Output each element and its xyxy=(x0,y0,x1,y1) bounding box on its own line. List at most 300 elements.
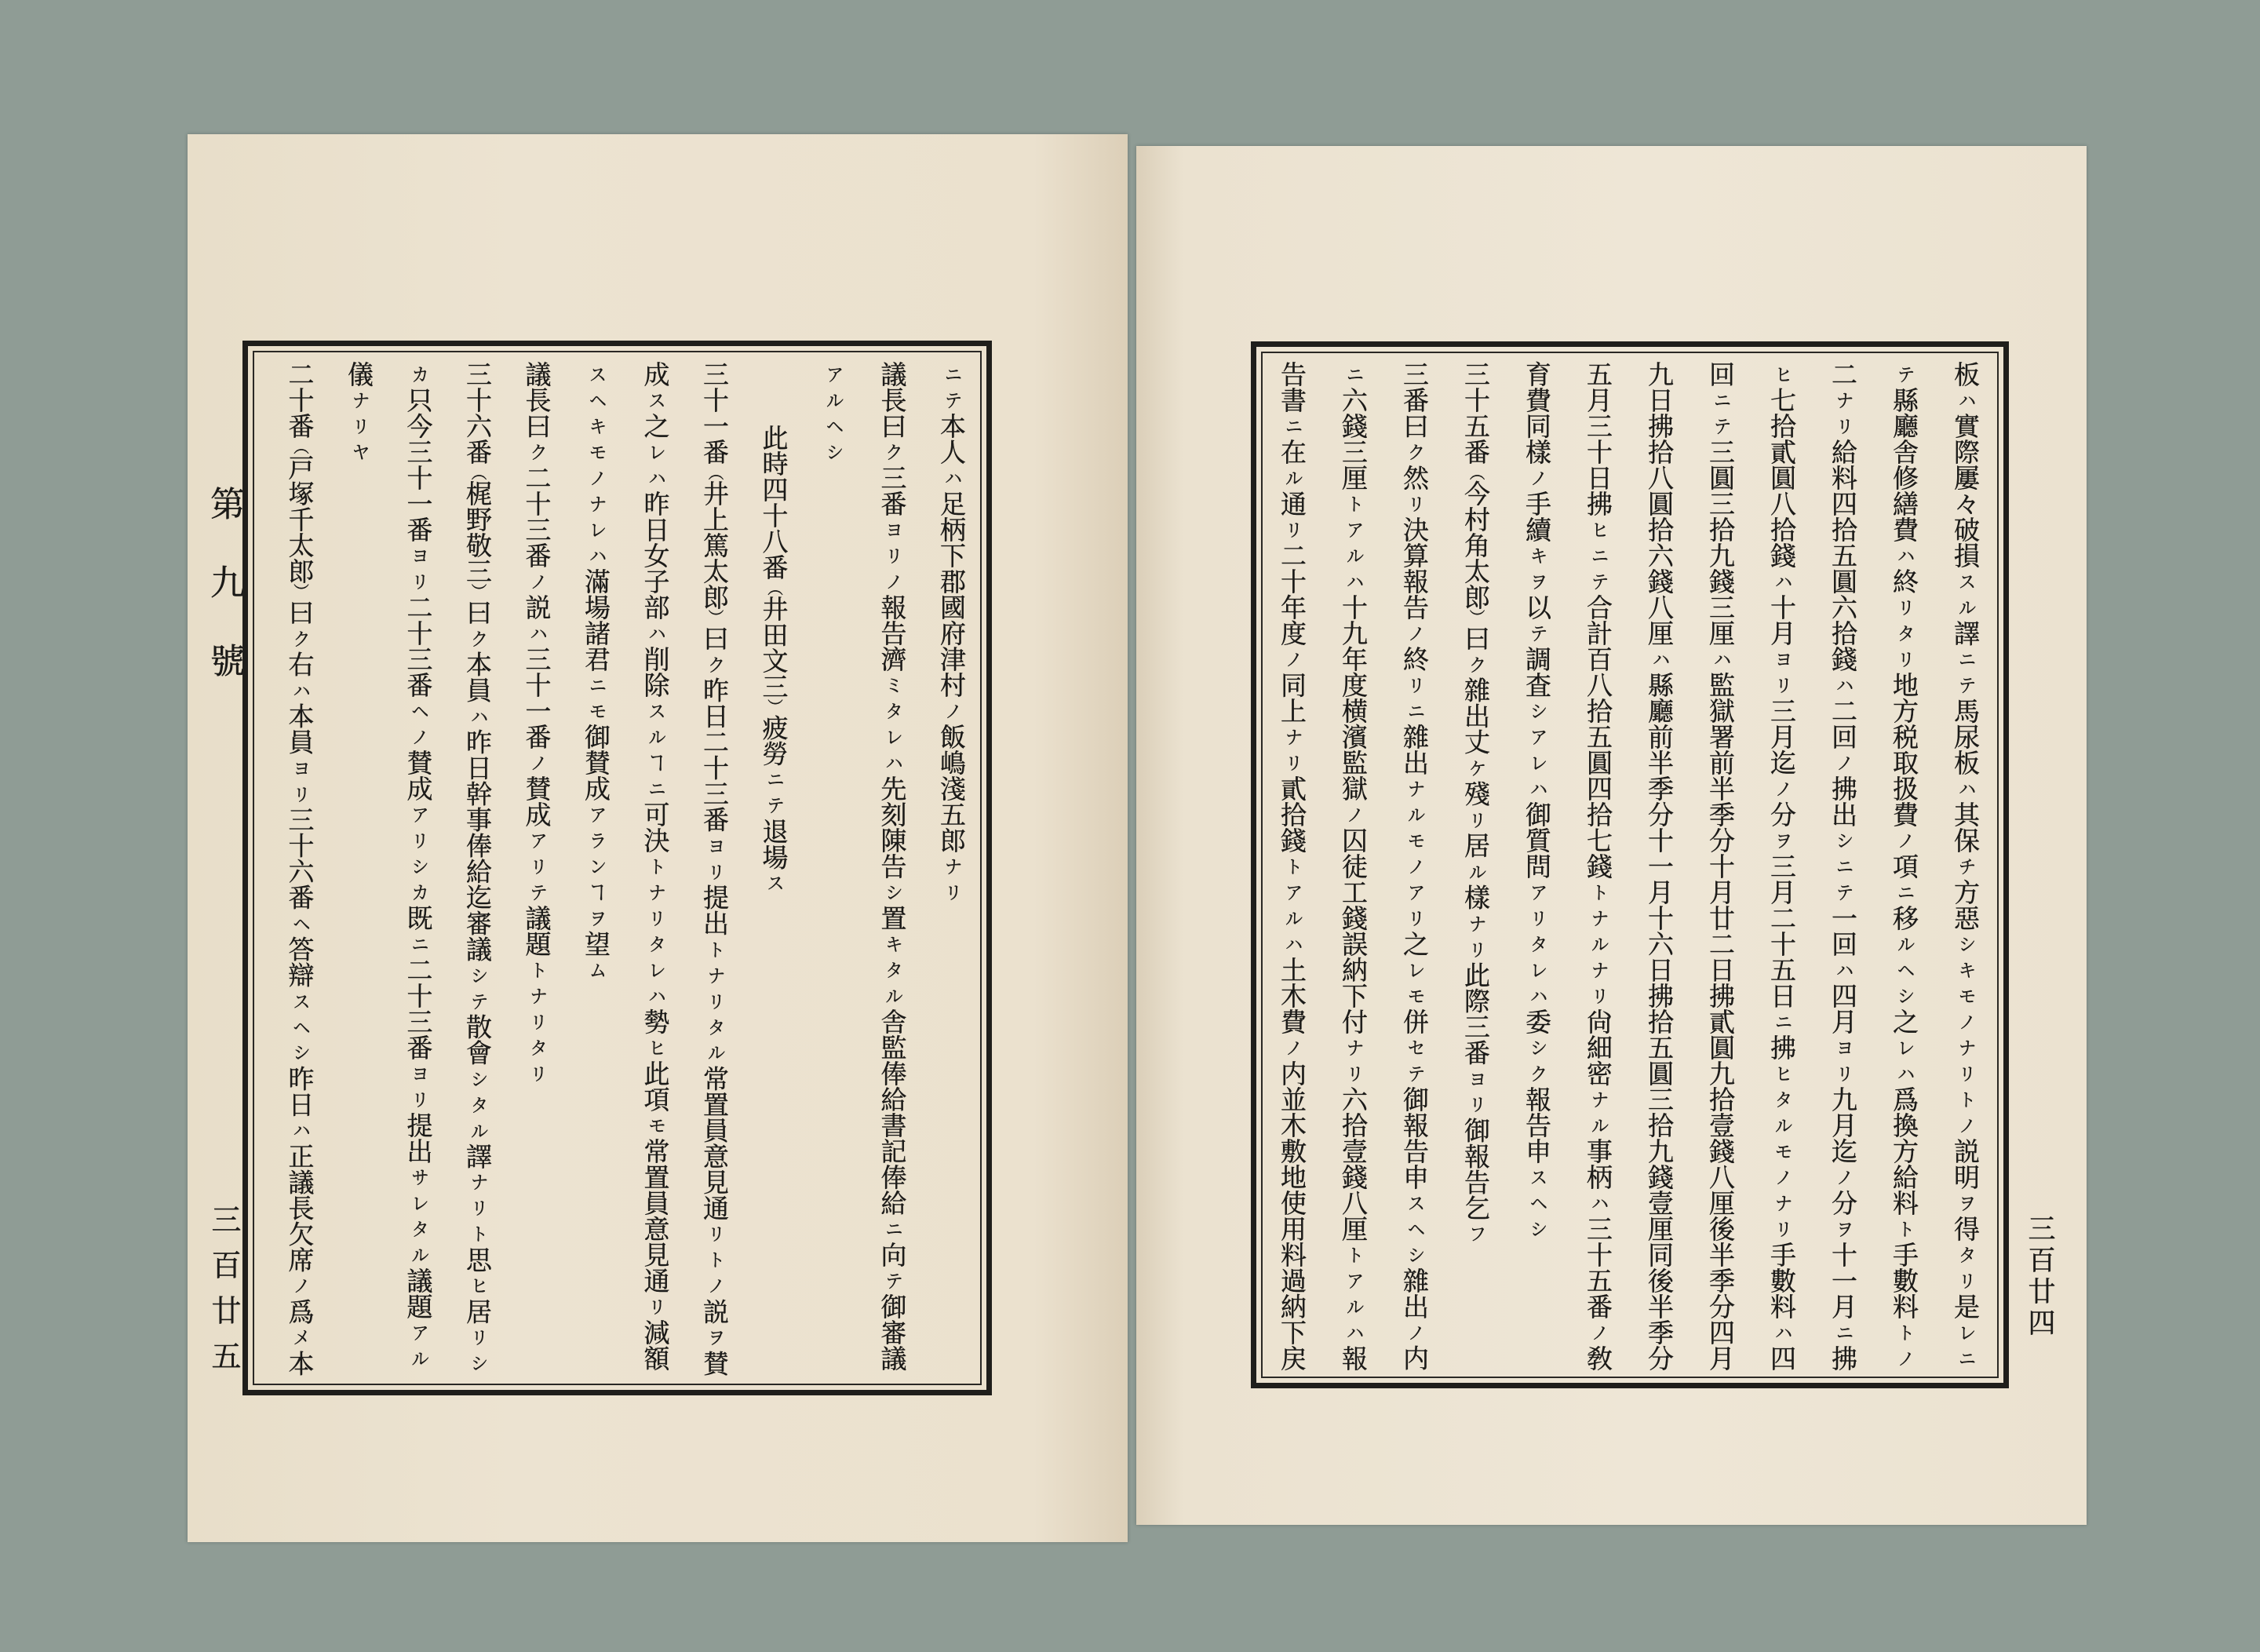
katakana-glyph: レ xyxy=(644,442,665,461)
katakana-glyph: ヲ xyxy=(1526,571,1547,591)
katakana-glyph: シ xyxy=(1404,1245,1424,1264)
page-number: 三百廿四 xyxy=(2024,1214,2055,1340)
katakana-glyph: ナ xyxy=(644,882,665,901)
katakana-glyph: ノ xyxy=(1343,804,1363,823)
katakana-glyph: ノ xyxy=(1526,468,1547,487)
katakana-glyph: シ xyxy=(1526,1038,1547,1056)
katakana-glyph: リ xyxy=(1832,1063,1853,1082)
katakana-glyph: ル xyxy=(1404,804,1424,823)
katakana-glyph: ア xyxy=(1343,520,1363,539)
katakana-glyph: ハ xyxy=(289,1121,310,1140)
katakana-glyph: ル xyxy=(1281,908,1302,927)
katakana-glyph: ア xyxy=(822,364,843,384)
text-column: ニテ本人ハ足柄下郡國府津村ノ飯嶋淺五郎ナリ xyxy=(922,361,982,1381)
katakana-glyph: ナ xyxy=(1404,779,1424,797)
katakana-glyph: ニ xyxy=(1894,882,1914,901)
katakana-glyph: シ xyxy=(467,1354,487,1373)
katakana-glyph: ニ xyxy=(763,770,784,789)
katakana-glyph: リ xyxy=(289,784,310,803)
katakana-glyph: ス xyxy=(763,873,784,892)
katakana-glyph: ン xyxy=(585,856,606,875)
katakana-glyph: リ xyxy=(704,862,724,881)
katakana-glyph: ト xyxy=(1894,1322,1914,1341)
katakana-glyph: テ xyxy=(1404,1063,1424,1082)
katakana-glyph: ク xyxy=(704,655,724,673)
katakana-glyph: ハ xyxy=(881,753,902,771)
katakana-glyph: リ xyxy=(941,882,961,901)
katakana-glyph: モ xyxy=(585,442,606,461)
katakana-glyph: ナ xyxy=(1587,908,1608,927)
text-column: 三十六番（梶野敬三）曰ク本員ハ昨日幹事俸給迄審議シテ散會シタル譯ナリト思ヒ居リシ xyxy=(448,361,508,1381)
katakana-glyph: ヘ xyxy=(289,1017,310,1036)
katakana-glyph: レ xyxy=(407,1193,428,1212)
katakana-glyph: リ xyxy=(407,1089,428,1108)
katakana-glyph: ヘ xyxy=(822,416,843,436)
katakana-glyph: ニ xyxy=(1771,1012,1792,1030)
katakana-glyph: ア xyxy=(526,830,547,849)
katakana-glyph: リ xyxy=(1404,494,1424,513)
katakana-glyph: ト xyxy=(1894,1219,1914,1238)
katakana-glyph: ノ xyxy=(1771,1167,1792,1186)
katakana-glyph: タ xyxy=(881,960,902,979)
katakana-glyph: ハ xyxy=(644,986,665,1005)
katakana-glyph: ラ xyxy=(585,830,606,849)
parenthesis-glyph: ） xyxy=(1467,609,1485,625)
katakana-glyph: ハ xyxy=(1894,1063,1914,1082)
katakana-glyph: タ xyxy=(1771,1089,1792,1108)
katakana-glyph: テ xyxy=(763,796,784,815)
katakana-glyph: キ xyxy=(1955,960,1975,979)
katakana-glyph: レ xyxy=(1404,960,1424,979)
katakana-glyph: テ xyxy=(1526,623,1547,642)
katakana-glyph: タ xyxy=(1955,1245,1975,1264)
katakana-glyph: ハ xyxy=(644,468,665,487)
katakana-glyph: リ xyxy=(1281,753,1302,771)
katakana-glyph: ハ xyxy=(1343,1322,1363,1341)
katakana-glyph: ノ xyxy=(1281,1038,1302,1056)
katakana-glyph: タ xyxy=(881,701,902,720)
katakana-glyph: ル xyxy=(1894,934,1914,953)
katakana-glyph: ハ xyxy=(1649,649,1669,669)
katakana-glyph: ス xyxy=(585,364,606,384)
katakana-glyph: ノ xyxy=(941,701,961,720)
katakana-glyph: ヘ xyxy=(407,701,428,720)
right-page xyxy=(1136,146,2087,1525)
katakana-glyph: ス xyxy=(1955,571,1975,591)
katakana-glyph: チ xyxy=(1955,856,1975,875)
katakana-glyph: ト xyxy=(704,939,724,958)
katakana-glyph: ル xyxy=(407,1245,428,1264)
katakana-glyph: リ xyxy=(644,1296,665,1315)
text-column: ヒ七拾貳圓八拾錢ハ十月ヨリ三月迄ノ分ヲ三月二十五日ニ拂ヒタルモノナリ手數料ハ四 xyxy=(1751,361,1812,1381)
katakana-glyph: レ xyxy=(1955,1322,1975,1341)
issue-number: 第九號 xyxy=(204,486,244,721)
katakana-glyph: リ xyxy=(526,856,547,875)
katakana-glyph: ハ xyxy=(585,545,606,564)
katakana-glyph: ク xyxy=(289,629,310,647)
katakana-glyph: モ xyxy=(1771,1141,1792,1160)
katakana-glyph: ノ xyxy=(1404,1322,1424,1341)
katakana-glyph: ハ xyxy=(1587,1193,1608,1212)
parenthesis-glyph: ） xyxy=(764,698,783,715)
katakana-glyph: ハ xyxy=(289,680,310,699)
katakana-glyph: ル xyxy=(704,1043,724,1062)
katakana-glyph: ト xyxy=(1281,856,1302,875)
katakana-glyph: シ xyxy=(467,1069,487,1088)
katakana-glyph: シ xyxy=(407,856,428,875)
katakana-glyph: フ xyxy=(1465,1224,1485,1243)
katakana-glyph: ニ xyxy=(1832,1322,1853,1341)
katakana-glyph: ナ xyxy=(1955,1038,1975,1056)
katakana-glyph: リ xyxy=(1343,1063,1363,1082)
katakana-glyph: レ xyxy=(1894,1038,1914,1056)
parenthesis-glyph: （ xyxy=(290,439,309,454)
katakana-glyph: モ xyxy=(1955,986,1975,1005)
katakana-glyph: リ xyxy=(1404,675,1424,694)
katakana-glyph: ル xyxy=(1587,1115,1608,1134)
katakana-glyph: シ xyxy=(467,965,487,984)
katakana-glyph: ル xyxy=(1343,545,1363,564)
katakana-glyph: リ xyxy=(881,545,902,565)
katakana-glyph: レ xyxy=(644,960,665,979)
katakana-glyph: ハ xyxy=(467,706,487,725)
text-column: スヘキモノナレハ滿場諸君ニモ御賛成アランヿヲ望ム xyxy=(567,361,626,1381)
katakana-glyph: キ xyxy=(585,416,606,436)
katakana-glyph: ナ xyxy=(1587,960,1608,979)
katakana-glyph: ト xyxy=(1343,1245,1363,1264)
katakana-glyph: ヨ xyxy=(881,520,902,539)
right-page-text xyxy=(1261,361,1996,1381)
katakana-glyph: テ xyxy=(467,991,487,1010)
katakana-glyph: ヒ xyxy=(1771,1063,1792,1082)
katakana-glyph: ル xyxy=(407,1348,428,1367)
katakana-glyph: リ xyxy=(467,1328,487,1347)
katakana-glyph: ヨ xyxy=(1465,1069,1485,1088)
katakana-glyph: ト xyxy=(467,1224,487,1243)
katakana-glyph: ヨ xyxy=(1832,1038,1853,1056)
katakana-glyph: リ xyxy=(1465,810,1485,829)
katakana-glyph: リ xyxy=(348,416,369,436)
katakana-glyph: タ xyxy=(526,1038,547,1056)
katakana-glyph: リ xyxy=(1526,908,1547,927)
katakana-glyph: ヿ xyxy=(585,882,606,901)
parenthesis-glyph: ） xyxy=(705,609,724,625)
katakana-glyph: ヒ xyxy=(467,1276,487,1295)
katakana-glyph: ノ xyxy=(1404,856,1424,875)
katakana-glyph: ニ xyxy=(1343,364,1363,384)
katakana-glyph: キ xyxy=(1526,545,1547,565)
katakana-glyph: ノ xyxy=(1404,623,1424,643)
katakana-glyph: シ xyxy=(1955,934,1975,953)
katakana-glyph: シ xyxy=(822,442,843,461)
katakana-glyph: ヒ xyxy=(1771,364,1792,384)
katakana-glyph: ナ xyxy=(1281,727,1302,746)
katakana-glyph: ノ xyxy=(585,468,606,487)
katakana-glyph: リ xyxy=(467,1198,487,1217)
katakana-glyph: ル xyxy=(644,727,665,746)
katakana-glyph: ル xyxy=(1281,468,1302,487)
text-column: 此時四十八番（井田文三）疲勞ニテ退場ス xyxy=(744,361,804,1381)
katakana-glyph: ノ xyxy=(881,571,902,590)
katakana-glyph: ル xyxy=(1587,934,1608,953)
katakana-glyph: リ xyxy=(644,908,665,927)
parenthesis-glyph: （ xyxy=(705,465,724,480)
katakana-glyph: ヨ xyxy=(407,545,428,565)
katakana-glyph: テ xyxy=(881,1271,902,1289)
katakana-glyph: リ xyxy=(704,1224,724,1243)
parenthesis-glyph: ） xyxy=(290,583,309,600)
katakana-glyph: ス xyxy=(644,390,665,410)
katakana-glyph: ル xyxy=(1465,862,1485,881)
katakana-glyph: ハ xyxy=(941,468,961,487)
katakana-glyph: ト xyxy=(1955,1089,1975,1108)
text-column: 三番曰ク然リ決算報告ノ終リニ雜出ナルモノアリ之レモ併セテ御報告申スヘシ雜出ノ内 xyxy=(1399,361,1430,1371)
parenthesis-glyph: （ xyxy=(764,579,783,596)
katakana-glyph: ニ xyxy=(1955,649,1975,668)
katakana-glyph: タ xyxy=(467,1095,487,1114)
katakana-glyph: ヘ xyxy=(1894,960,1914,979)
katakana-glyph: ニ xyxy=(1404,701,1424,720)
katakana-glyph: ヿ xyxy=(644,753,665,771)
katakana-glyph: ス xyxy=(1526,1167,1547,1186)
katakana-glyph: リ xyxy=(1894,649,1914,668)
katakana-glyph: ニ xyxy=(1281,416,1302,436)
katakana-glyph: ナ xyxy=(1465,914,1485,932)
katakana-glyph: ヲ xyxy=(704,1328,724,1347)
katakana-glyph: ア xyxy=(1404,882,1424,901)
katakana-glyph: リ xyxy=(704,991,724,1010)
katakana-glyph: ス xyxy=(289,991,310,1010)
katakana-glyph: リ xyxy=(1281,520,1302,539)
katakana-glyph: ノ xyxy=(1832,753,1853,771)
katakana-glyph: リ xyxy=(1955,1271,1975,1289)
katakana-glyph: ク xyxy=(467,629,487,647)
katakana-glyph: ア xyxy=(1526,882,1547,901)
katakana-glyph: シ xyxy=(1526,701,1547,720)
katakana-glyph: タ xyxy=(1526,934,1547,953)
katakana-glyph: ク xyxy=(1404,442,1424,461)
katakana-glyph: ニ xyxy=(1955,1348,1975,1367)
katakana-glyph: ハ xyxy=(526,623,547,643)
katakana-glyph: ハ xyxy=(1955,779,1975,797)
katakana-glyph: ト xyxy=(1587,882,1608,901)
katakana-glyph: ハ xyxy=(1955,390,1975,410)
katakana-glyph: ナ xyxy=(1587,1089,1608,1108)
text-column: 回ニテ三圓三拾九錢三厘ハ監獄署前半季分十月廿二日拂貳圓九拾壹錢八厘後半季分四月 xyxy=(1705,361,1736,1371)
text-column: 育費同樣ノ手續キヲ以テ調査シアレハ御質問アリタレハ委シク報告申スヘシ xyxy=(1506,361,1567,1381)
left-page xyxy=(188,134,1128,1542)
katakana-glyph: リ xyxy=(526,1063,547,1082)
text-column: 二十番（戸塚千太郎）曰ク右ハ本員ヨリ三十六番ヘ答辯スヘシ昨日ハ正議長欠席ノ爲メ本 xyxy=(284,361,315,1377)
text-column xyxy=(804,361,863,1381)
katakana-glyph: シ xyxy=(1526,1219,1547,1238)
katakana-glyph: ニ xyxy=(585,675,606,694)
katakana-glyph: リ xyxy=(1832,416,1853,436)
katakana-glyph: ナ xyxy=(467,1172,487,1191)
text-column: 議長曰ク二十三番ノ説ハ三十一番ノ賛成アリテ議題トナリタリ xyxy=(507,361,567,1381)
katakana-glyph: ル xyxy=(1771,1115,1792,1134)
katakana-glyph: ノ xyxy=(1894,830,1914,849)
katakana-glyph: ヘ xyxy=(1526,1193,1547,1212)
katakana-glyph: テ xyxy=(1710,416,1730,436)
katakana-glyph: ト xyxy=(704,1250,724,1269)
katakana-glyph: シ xyxy=(1894,986,1914,1005)
text-column: 儀ナリヤ xyxy=(330,361,389,1381)
katakana-glyph: ヘ xyxy=(585,390,606,410)
katakana-glyph: カ xyxy=(407,364,428,384)
katakana-glyph: ノ xyxy=(1587,1322,1608,1341)
parenthesis-glyph: （ xyxy=(468,465,487,480)
katakana-glyph: メ xyxy=(289,1328,310,1347)
katakana-glyph: ヨ xyxy=(407,1063,428,1082)
katakana-glyph: ナ xyxy=(1832,390,1853,410)
katakana-glyph: ヲ xyxy=(1832,1219,1853,1238)
katakana-glyph: ヒ xyxy=(1587,520,1608,539)
katakana-glyph: サ xyxy=(407,1167,428,1186)
katakana-glyph: リ xyxy=(407,571,428,591)
katakana-glyph: ヲ xyxy=(1771,830,1792,849)
text-column: 板ハ實際屢々破損スル譯ニテ馬尿板ハ其保チ方惡シキモノナリトノ説明ヲ得タリ是レニ xyxy=(1934,361,1996,1381)
text-column: 告書ニ在ル通リ二十年度ノ同上ナリ貳拾錢トアルハ土木費ノ内並木敷地使用料過納下戻 xyxy=(1277,361,1307,1371)
katakana-glyph: タ xyxy=(644,934,665,953)
katakana-glyph: ヒ xyxy=(644,1038,665,1056)
katakana-glyph: ス xyxy=(644,701,665,720)
katakana-glyph: ナ xyxy=(941,856,961,875)
katakana-glyph: ク xyxy=(881,442,902,461)
katakana-glyph: ハ xyxy=(1281,934,1302,953)
katakana-glyph: リ xyxy=(1465,939,1485,958)
text-column: 九日拂拾八圓拾六錢八厘ハ縣廳前半季分十一月十六日拂拾五圓三拾九錢壹厘同後半季分 xyxy=(1644,361,1675,1371)
katakana-glyph: ア xyxy=(407,804,428,823)
katakana-glyph: タ xyxy=(1894,623,1914,642)
katakana-glyph: ア xyxy=(1281,882,1302,901)
katakana-glyph: リ xyxy=(1771,1219,1792,1238)
katakana-glyph: ヤ xyxy=(348,442,369,461)
katakana-glyph: タ xyxy=(704,1017,724,1036)
katakana-glyph: ノ xyxy=(407,727,428,746)
katakana-glyph: ノ xyxy=(526,753,547,771)
katakana-glyph: ヘ xyxy=(1404,1219,1424,1238)
katakana-glyph: ト xyxy=(526,960,547,979)
katakana-glyph: ヨ xyxy=(1771,649,1792,669)
katakana-glyph: リ xyxy=(1894,597,1914,617)
katakana-glyph: ノ xyxy=(289,1276,310,1295)
text-column: 成ス之レハ昨日女子部ハ削除スルヿニ可決トナリタレハ勢ヒ此項モ常置員意見通リ減額 xyxy=(640,361,671,1371)
katakana-glyph: モ xyxy=(585,701,606,720)
katakana-glyph: ノ xyxy=(526,571,547,591)
katakana-glyph: レ xyxy=(1526,753,1547,771)
katakana-glyph: テ xyxy=(526,882,547,901)
katakana-glyph: ノ xyxy=(704,1276,724,1295)
katakana-glyph: リ xyxy=(1587,986,1608,1005)
katakana-glyph: ハ xyxy=(644,623,665,642)
katakana-glyph: セ xyxy=(1404,1038,1424,1056)
katakana-glyph: ナ xyxy=(704,965,724,984)
katakana-glyph: モ xyxy=(1404,830,1424,849)
katakana-glyph: リ xyxy=(407,830,428,849)
text-column: 二ナリ給料四拾五圓六拾錢ハ二回ノ拂出シニテ一回ハ四月ヨリ九月迄ノ分ヲ十一月ニ拂 xyxy=(1828,361,1858,1371)
katakana-glyph: ケ xyxy=(1465,758,1485,777)
katakana-glyph: ク xyxy=(1465,655,1485,673)
katakana-glyph: リ xyxy=(526,1012,547,1030)
katakana-glyph: ア xyxy=(1343,1271,1363,1289)
katakana-glyph: リ xyxy=(1465,1095,1485,1114)
katakana-glyph: リ xyxy=(1955,1063,1975,1082)
text-column: 五月三十日拂ヒニテ合計百八拾五圓四拾七錢トナルナリ尙細密ナル事柄ハ三十五番ノ敎 xyxy=(1583,361,1613,1371)
katakana-glyph: テ xyxy=(1832,882,1853,901)
katakana-glyph: モ xyxy=(644,1115,665,1134)
katakana-glyph: テ xyxy=(1955,675,1975,694)
katakana-glyph: ハ xyxy=(1894,545,1914,565)
katakana-glyph: ア xyxy=(1526,727,1547,746)
parenthesis-glyph: （ xyxy=(1467,465,1485,480)
katakana-glyph: ク xyxy=(1526,1063,1547,1082)
katakana-glyph: モ xyxy=(1404,986,1424,1005)
katakana-glyph: ハ xyxy=(1832,675,1853,695)
katakana-glyph: ト xyxy=(1343,494,1363,513)
katakana-glyph: ノ xyxy=(1771,779,1792,797)
katakana-glyph: ノ xyxy=(1281,649,1302,668)
katakana-glyph: ナ xyxy=(1343,1038,1363,1056)
katakana-glyph: ノ xyxy=(1894,1348,1914,1367)
text-column: カ只今三十一番ヨリ二十三番ヘノ賛成アリシカ既ニ二十三番ヨリ提出サレタル議題アル xyxy=(388,361,448,1381)
katakana-glyph: ル xyxy=(1343,1296,1363,1315)
katakana-glyph: ル xyxy=(822,390,843,410)
katakana-glyph: テ xyxy=(941,390,961,410)
katakana-glyph: ア xyxy=(585,804,606,823)
text-column: 議長曰ク三番ヨリノ報告濟ミタレハ先刻陳告シ置キタル舎監俸給書記俸給ニ向テ御審議 xyxy=(877,361,908,1371)
katakana-glyph: キ xyxy=(881,934,902,953)
katakana-glyph: シ xyxy=(289,1043,310,1062)
katakana-glyph: ナ xyxy=(348,390,369,410)
katakana-glyph: レ xyxy=(881,727,902,746)
katakana-glyph: ハ xyxy=(1832,960,1853,979)
katakana-glyph: テ xyxy=(1587,571,1608,591)
katakana-glyph: レ xyxy=(1526,960,1547,979)
katakana-glyph: ア xyxy=(407,1322,428,1341)
katakana-glyph: ミ xyxy=(881,675,902,694)
katakana-glyph: ハ xyxy=(1526,779,1547,797)
katakana-glyph: レ xyxy=(585,520,606,538)
katakana-glyph: ナ xyxy=(526,986,547,1005)
katakana-glyph: ニ xyxy=(1710,390,1730,410)
katakana-glyph: ル xyxy=(881,986,902,1005)
katakana-glyph: ノ xyxy=(1955,1115,1975,1134)
katakana-glyph: ス xyxy=(1404,1193,1424,1212)
katakana-glyph: ニ xyxy=(1832,856,1853,875)
katakana-glyph: ト xyxy=(644,856,665,875)
katakana-glyph: リ xyxy=(1771,675,1792,694)
text-column: 三十一番（井上篤太郎）曰ク昨日二十三番ヨリ提出トナリタル常置員意見通リトノ説ヲ賛 xyxy=(699,361,730,1377)
katakana-glyph: ノ xyxy=(1832,1167,1853,1186)
katakana-glyph: ナ xyxy=(1771,1193,1792,1212)
katakana-glyph: ヲ xyxy=(585,908,606,927)
page-number: 三百廿五 xyxy=(206,1204,241,1386)
parenthesis-glyph: ） xyxy=(468,583,487,600)
text-column: テ縣廳舎修繕費ハ終リタリ地方税取扱費ノ項ニ移ルヘシ之レハ爲換方給料ト手數料トノ xyxy=(1873,361,1934,1381)
katakana-glyph: リ xyxy=(1404,908,1424,927)
katakana-glyph: ヨ xyxy=(704,836,724,855)
katakana-glyph: ナ xyxy=(585,494,606,512)
katakana-glyph: ニ xyxy=(941,364,961,384)
katakana-glyph: ハ xyxy=(1771,1322,1792,1341)
katakana-glyph: テ xyxy=(1894,364,1914,384)
text-column: ニ六錢三厘トアルハ十九年度横濱監獄ノ囚徒工錢誤納下付ナリ六拾壹錢八厘トアルハ報 xyxy=(1322,361,1383,1381)
katakana-glyph: ク xyxy=(526,442,547,461)
katakana-glyph: シ xyxy=(1832,830,1853,849)
katakana-glyph: タ xyxy=(407,1219,428,1238)
katakana-glyph: シ xyxy=(881,882,902,901)
